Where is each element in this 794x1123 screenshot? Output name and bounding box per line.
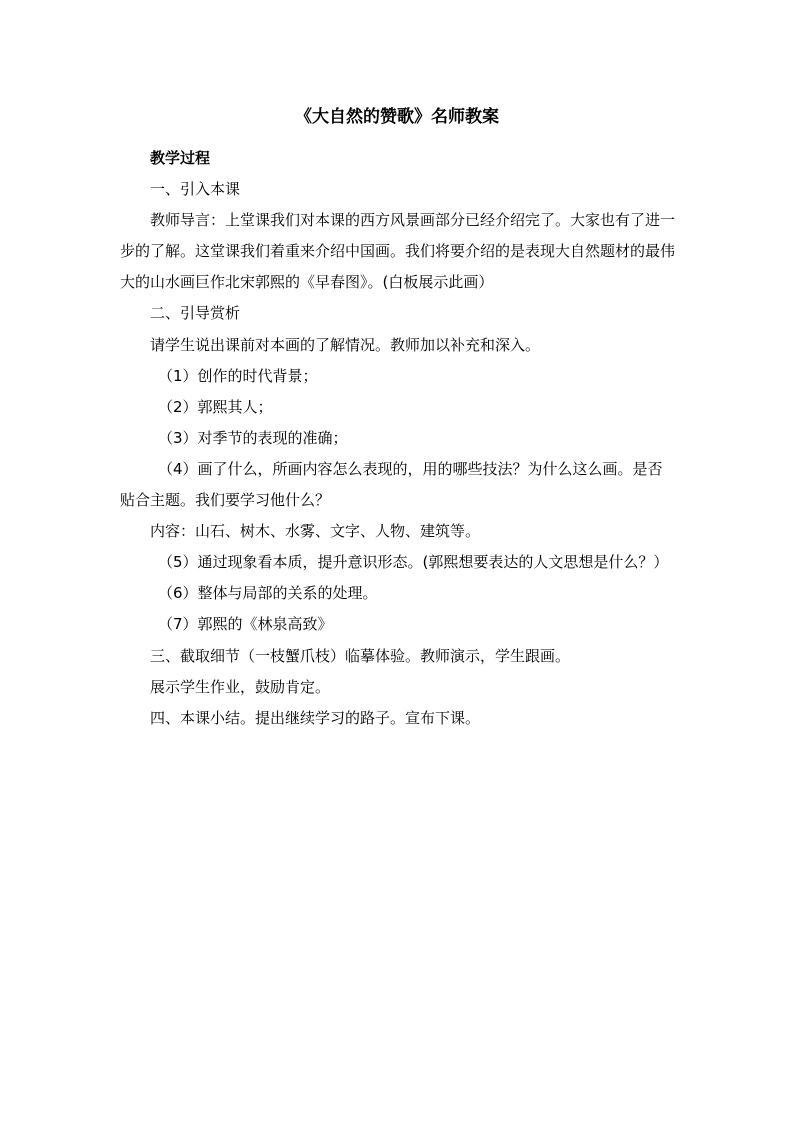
list-item-7: （7）郭熙的《林泉高致》: [158, 615, 333, 634]
list-item-6: （6）整体与局部的关系的处理。: [158, 584, 378, 603]
section-heading-teaching-process: 教学过程: [150, 149, 211, 167]
document-title: 《大自然的赞歌》名师教案: [295, 107, 499, 127]
paragraph-show-student-work: 展示学生作业，鼓励肯定。: [150, 677, 331, 696]
list-item-2: （2）郭熙其人；: [158, 397, 273, 416]
list-item-5: （5）通过现象看本质，提升意识形态。(郭熙想要表达的人文思想是什么？）: [158, 553, 669, 572]
section-heading-detail-copying: 三、截取细节（一枝蟹爪枝）临摹体验。教师演示，学生跟画。: [150, 646, 571, 665]
list-item-4: （4）画了什么，所画内容怎么表现的，用的哪些技法？为什么这么画。是否贴合主题。我们要学习他什么？: [120, 459, 663, 510]
section-heading-guided-appreciation: 二、引导赏析: [150, 304, 241, 323]
paragraph-content: 内容：山石、树木、水雾、文字、人物、建筑等。: [150, 522, 481, 541]
document-body: [120, 143, 676, 734]
paragraph-teacher-intro: 教师导言：上堂课我们对本课的西方风景画部分已经介绍完了。大家也有了进一步的了解。这堂课我们着重来介绍中国画。我们将要介绍的是表现大自然题材的最伟大的山水画巨作北宋郭熙的《早春图》。(白板展示此画）: [120, 211, 676, 292]
list-item-3: （3）对季节的表现的准确；: [158, 428, 348, 447]
paragraph-student-prior-knowledge: 请学生说出课前对本画的了解情况。教师加以补充和深入。: [150, 335, 541, 354]
list-item-1: （1）创作的时代背景；: [158, 366, 318, 385]
section-heading-summary: 四、本课小结。提出继续学习的路子。宣布下课。: [150, 708, 481, 727]
section-heading-introduction: 一、引入本课: [150, 180, 241, 199]
